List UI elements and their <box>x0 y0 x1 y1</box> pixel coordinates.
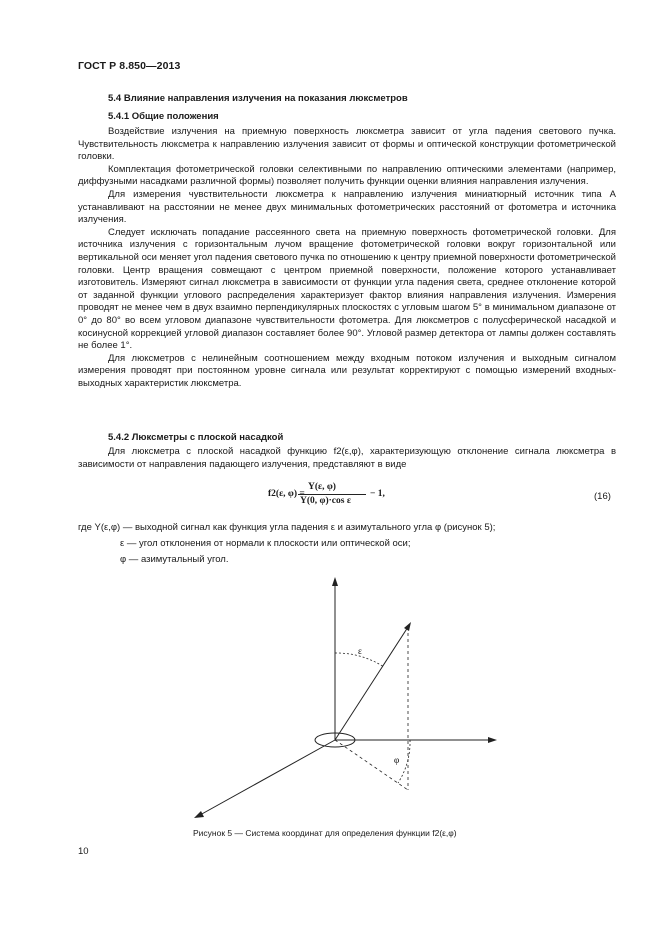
equation-number: (16) <box>594 491 611 502</box>
subsection-title: 5.4.1 Общие положения <box>108 111 219 122</box>
paragraph: Комплектация фотометрической головки селективными по направлению оптическими элементами (например, диффузными насадками различной формы) позволяет получить функции оценки влияния направления излучения. <box>78 163 616 188</box>
axis-arrowhead <box>332 577 338 586</box>
body-text <box>78 126 616 390</box>
direction-vector <box>335 627 408 740</box>
phi-label: φ <box>394 755 400 765</box>
axis-arrowhead <box>194 811 204 818</box>
paragraph: Для люксметров с нелинейным соотношением между входным потоком излучения и выходным сигналом измерения проводят при постоянном уровне сигнала или результат корректируют с помощью измерений входных-выходных характеристик люксметра. <box>78 352 616 389</box>
section-title: 5.4 Влияние направления излучения на показания люксметров <box>108 93 408 104</box>
paragraph: Воздействие излучения на приемную поверхность люксметра зависит от угла падения светового пучка. Чувствительность люксметра к направлению излучения зависит от формы и оптической конструкции фотометрической головки. <box>78 126 616 163</box>
where-line: ε — угол отклонения от нормали к плоскости или оптической оси; <box>120 538 411 549</box>
body-text <box>78 446 616 471</box>
paragraph: Для люксметра с плоской насадкой функцию f2(ε,φ), характеризующую отклонение сигнала люксметра в зависимости от направления падающего излучения, представляют в виде <box>78 446 616 470</box>
formula-denominator: Y(0, φ)·cos ε <box>300 496 351 506</box>
page-number: 10 <box>78 846 89 857</box>
formula-lhs: f2(ε, φ) = <box>268 489 305 499</box>
coordinate-system-figure <box>180 575 520 825</box>
figure-caption: Рисунок 5 — Система координат для определения функции f2(ε,φ) <box>193 828 457 838</box>
formula-numerator: Y(ε, φ) <box>308 482 336 492</box>
where-line: где Y(ε,φ) — выходной сигнал как функция угла падения ε и азимутального угла φ (рисунок 5); <box>78 522 496 533</box>
subsection-title: 5.4.2 Люксметры с плоской насадкой <box>108 432 284 443</box>
document-header: ГОСТ Р 8.850—2013 <box>78 60 181 72</box>
axis-arrowhead <box>488 737 497 743</box>
formula <box>268 482 398 510</box>
paragraph: Следует исключать попадание рассеянного света на приемную поверхность фотометрической головки. Для источника излучения с горизонтальным лучом вращение фотометрической головки вокруг горизонтальной или вертикальной оси меняет угол падения светового пучка по отношению к центру приемной поверхности фотометрической головки. Центр вращения совмещают с центром приемной поверхности, положение которого устанавливает изготовитель. Измеряют сигнал люксметра в зависимости от функции угла падения света, среднее отклонение которой от заданной функции углового распределения характеризует фактор влияния направления излучения. Измерения проводят не менее чем в двух взаимно перпендикулярных плоскостях с угловым шагом 5° в минимальном диапазоне от 0° до 80° во всем угловом диапазоне чувствительности фотометра. Для люксметров с полусферической насадкой и косинусной коррекцией угловой диапазон составляет более 90°. Угловой размер детектора от лампы должен составлять не более 1°. <box>78 226 616 352</box>
epsilon-label: ε <box>358 646 362 656</box>
vector-arrowhead <box>404 622 411 631</box>
where-line: φ — азимутальный угол. <box>120 554 229 565</box>
paragraph: Для измерения чувствительности люксметра к направлению излучения миниатюрный источник типа A устанавливают на расстоянии не менее двух минимальных фотометрических расстояний от фотометра и источника излучения. <box>78 188 616 226</box>
fraction-line <box>298 494 366 495</box>
formula-rhs: − 1, <box>370 489 385 499</box>
projection-line <box>335 740 408 790</box>
depth-axis <box>200 740 335 815</box>
